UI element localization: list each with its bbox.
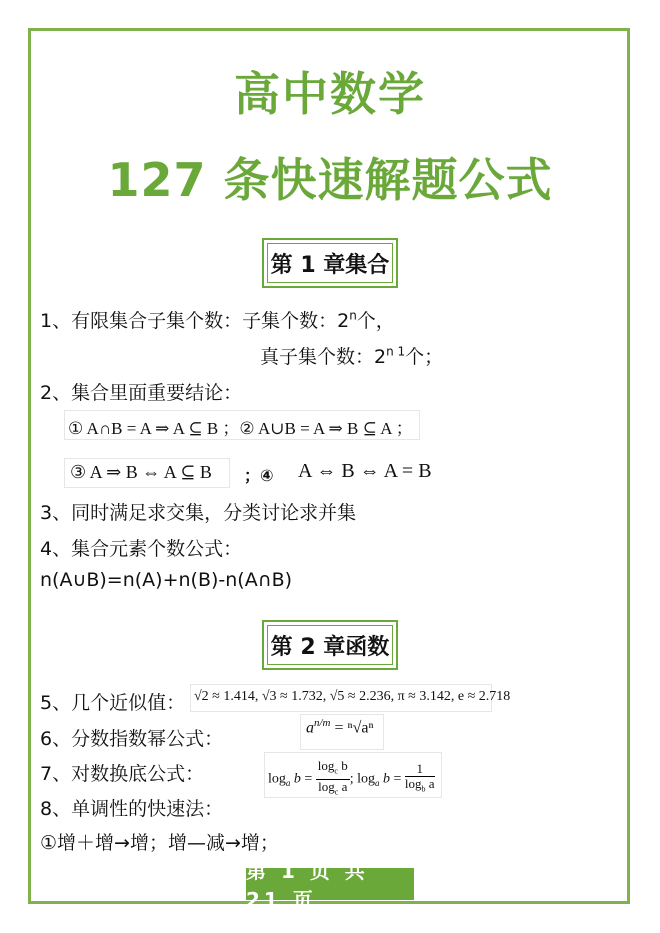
item-1b-end: 个； [405, 346, 444, 368]
item-1b-text: 真子集个数：2 [260, 346, 387, 368]
page-number: 第 1 页 共 21 页 [246, 868, 414, 900]
page-subtitle: 127 条快速解题公式 [107, 153, 553, 207]
set-formula-3: ③ A ⇒ B ⇔ A ⊆ B [70, 462, 212, 482]
exponent-formula: $a^{n/m} = ^n√a^n$ [306, 717, 374, 737]
set-formula-1: ① A∩B = A ⇒ A ⊆ B ；② A∪B = A ⇒ B ⊆ A ； [68, 419, 413, 438]
set-formula-4: A ⇔ B ⇔ A = B [298, 460, 432, 482]
log-label: log [268, 771, 286, 787]
item-1-line [40, 306, 395, 333]
item-3: 3、同时满足求交集，分类讨论求并集 [40, 502, 357, 524]
item-8-rule: ①增＋增→增；增—减→增； [40, 832, 279, 854]
set-formula-4-label: ；④ [244, 466, 274, 485]
page-title: 高中数学 [234, 67, 426, 121]
log-formula: $\log_a b$ = $\frac{\log_c b}{\log_c a}$ ; $\log_a b$ = $\frac{1}{\log_b a}$ [268, 758, 435, 797]
item-1b-exp: n 1 [386, 344, 406, 359]
item-7: 7、对数换底公式： [40, 763, 205, 785]
approx-formula: √2 ≈ 1.414, √3 ≈ 1.732, √5 ≈ 2.236, π ≈ 3.142, e ≈ 2.718 [194, 689, 511, 704]
item-4: 4、集合元素个数公式： [40, 538, 243, 560]
item-5: 5、几个近似值： [40, 692, 186, 714]
exponent-formula-rhs: ⁿ√aⁿ [347, 719, 374, 737]
chapter-title: 第 2 章函数 [267, 625, 393, 665]
item-8: 8、单调性的快速法： [40, 798, 224, 820]
chapter-heading-1 [262, 238, 398, 288]
item-1-exp: n [349, 308, 357, 323]
item-6: 6、分数指数幂公式： [40, 728, 224, 750]
chapter-title: 第 1 章集合 [267, 243, 393, 283]
chapter-heading-2 [262, 620, 398, 670]
item-1-text: 1、有限集合子集个数：子集个数：2 [40, 310, 350, 332]
item-2: 2、集合里面重要结论： [40, 382, 243, 404]
item-4-formula: n(A∪B)=n(A)+n(B)-n(A∩B) [40, 569, 293, 591]
item-1-end: 个， [356, 310, 395, 332]
item-1b-line [260, 342, 443, 369]
